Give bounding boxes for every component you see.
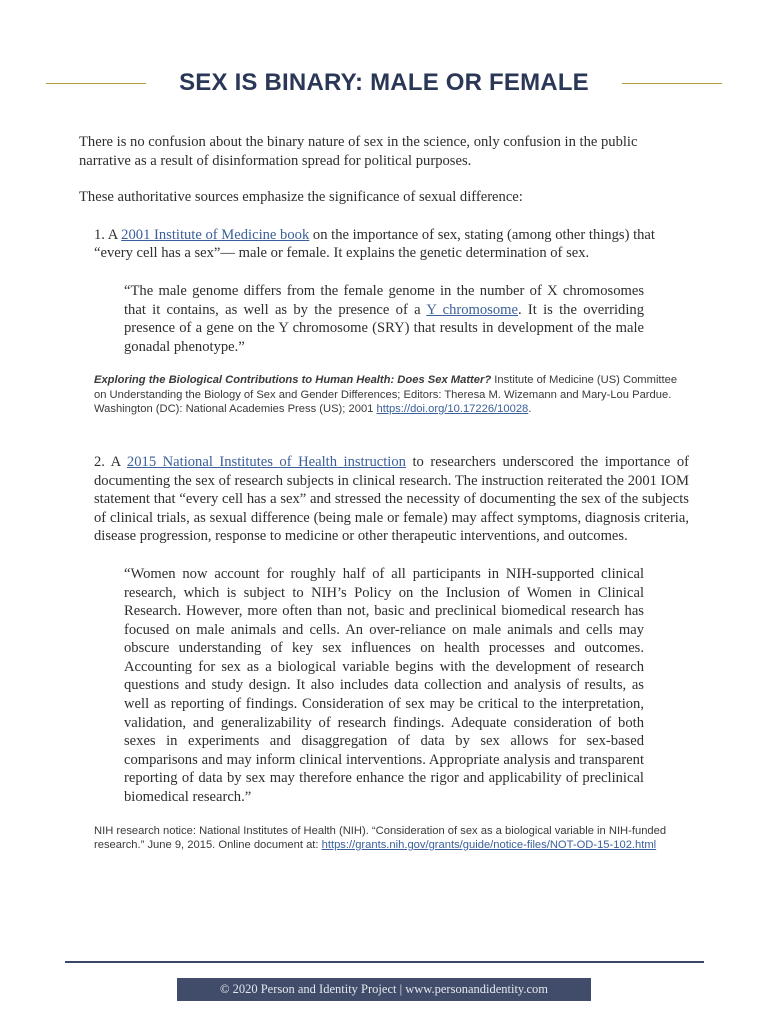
y-chromosome-link[interactable]: Y chromosome xyxy=(426,301,518,318)
item-2-quote: “Women now account for roughly half of all participants in NIH-supported clinical research, which is subject to NIH’s Policy on the Inclusion of Women in Clinical Research. However, more often than not, basic and preclinical biomedical research has focused on male animals and cells. An over-reliance on male animals and cells may obscure understanding of key sex influences on health processes and outcomes. Accounting for sex as a biological variable begins with the development of research questions and study design. It also includes data collection and analysis of results, as well as reporting of findings. Consideration of sex may be critical to the interpretation, validation, and generalizability of research findings. Adequate consideration of both sexes in experiments and disaggregation of data by sex allows for sex-based comparisons and may inform clinical interventions. Appropriate analysis and transparent reporting of data by sex may therefore enhance the rigor and applicability of preclinical biomedical research.” xyxy=(124,565,644,806)
nih-notice-link[interactable]: https://grants.nih.gov/grants/guide/notice-files/NOT-OD-15-102.html xyxy=(321,838,657,851)
item-2-text: to researchers underscored the importance of documenting the sex of research subjects in clinical research. The instruction reiterated the 2001 IOM statement that “every cell has a sex” and stressed the necessity of documenting the sex of the subjects of clinical trials, as sexual difference (being male or female) may affect symptoms, diagnosis criteria, disease progression, response to medicine or other therapeutic interventions, and outcomes. xyxy=(94,453,690,545)
document-body xyxy=(79,133,689,852)
footer-text: © 2020 Person and Identity Project | www.personandidentity.com xyxy=(219,982,549,996)
item-1-paragraph xyxy=(94,226,689,263)
item-1-quote xyxy=(124,282,644,356)
footer-rule xyxy=(65,961,704,963)
item-1-citation xyxy=(94,373,689,416)
citation-1-end: . xyxy=(528,402,532,415)
footer-bar xyxy=(177,978,591,1001)
iom-book-link[interactable]: 2001 Institute of Medicine book xyxy=(121,226,310,243)
intro-paragraph: There is no confusion about the binary nature of sex in the science, only confusion in the public narrative as a result of disinformation spread for political purposes. xyxy=(79,134,638,169)
title-rule-left xyxy=(46,83,146,84)
item-1-prefix: 1. A xyxy=(94,226,122,243)
citation-1-title: Exploring the Biological Contributions to Human Health: Does Sex Matter? xyxy=(94,374,492,387)
page-title: SEX IS BINARY: MALE OR FEMALE xyxy=(179,69,589,96)
sources-lead-paragraph: These authoritative sources emphasize the significance of sexual difference: xyxy=(79,189,523,206)
item-1-text: on the importance of sex, stating (among other things) that “every cell has a sex”— male or female. It explains the genetic determination of sex. xyxy=(94,226,655,262)
item-2-paragraph xyxy=(94,453,689,546)
doi-link[interactable]: https://doi.org/10.17226/10028 xyxy=(376,402,529,415)
title-rule-right xyxy=(622,83,722,84)
citation-2-body: NIH research notice: National Institutes of Health (NIH). “Consideration of sex as a biological variable in NIH-funded research.” June 9, 2015. Online document at: xyxy=(94,824,667,851)
title-row xyxy=(0,66,768,100)
citation-1-body: Institute of Medicine (US) Committee on Understanding the Biology of Sex and Gender Differences; Editors: Theresa M. Wizemann and Mary-Lou Pardue. Washington (DC): National Academies Press (US); 2001 xyxy=(94,374,678,415)
quote-1-after: . It is the overriding presence of a gene on the Y chromosome (SRY) that results in development of the male gonadal phenotype.” xyxy=(124,301,645,355)
nih-instruction-link[interactable]: 2015 National Institutes of Health instruction xyxy=(126,453,406,470)
item-2-prefix: 2. A xyxy=(94,453,127,470)
item-2-citation xyxy=(94,824,689,852)
quote-1-before: “The male genome differs from the female genome in the number of X chromosomes that it contains, as well as by the presence of a xyxy=(124,282,644,318)
